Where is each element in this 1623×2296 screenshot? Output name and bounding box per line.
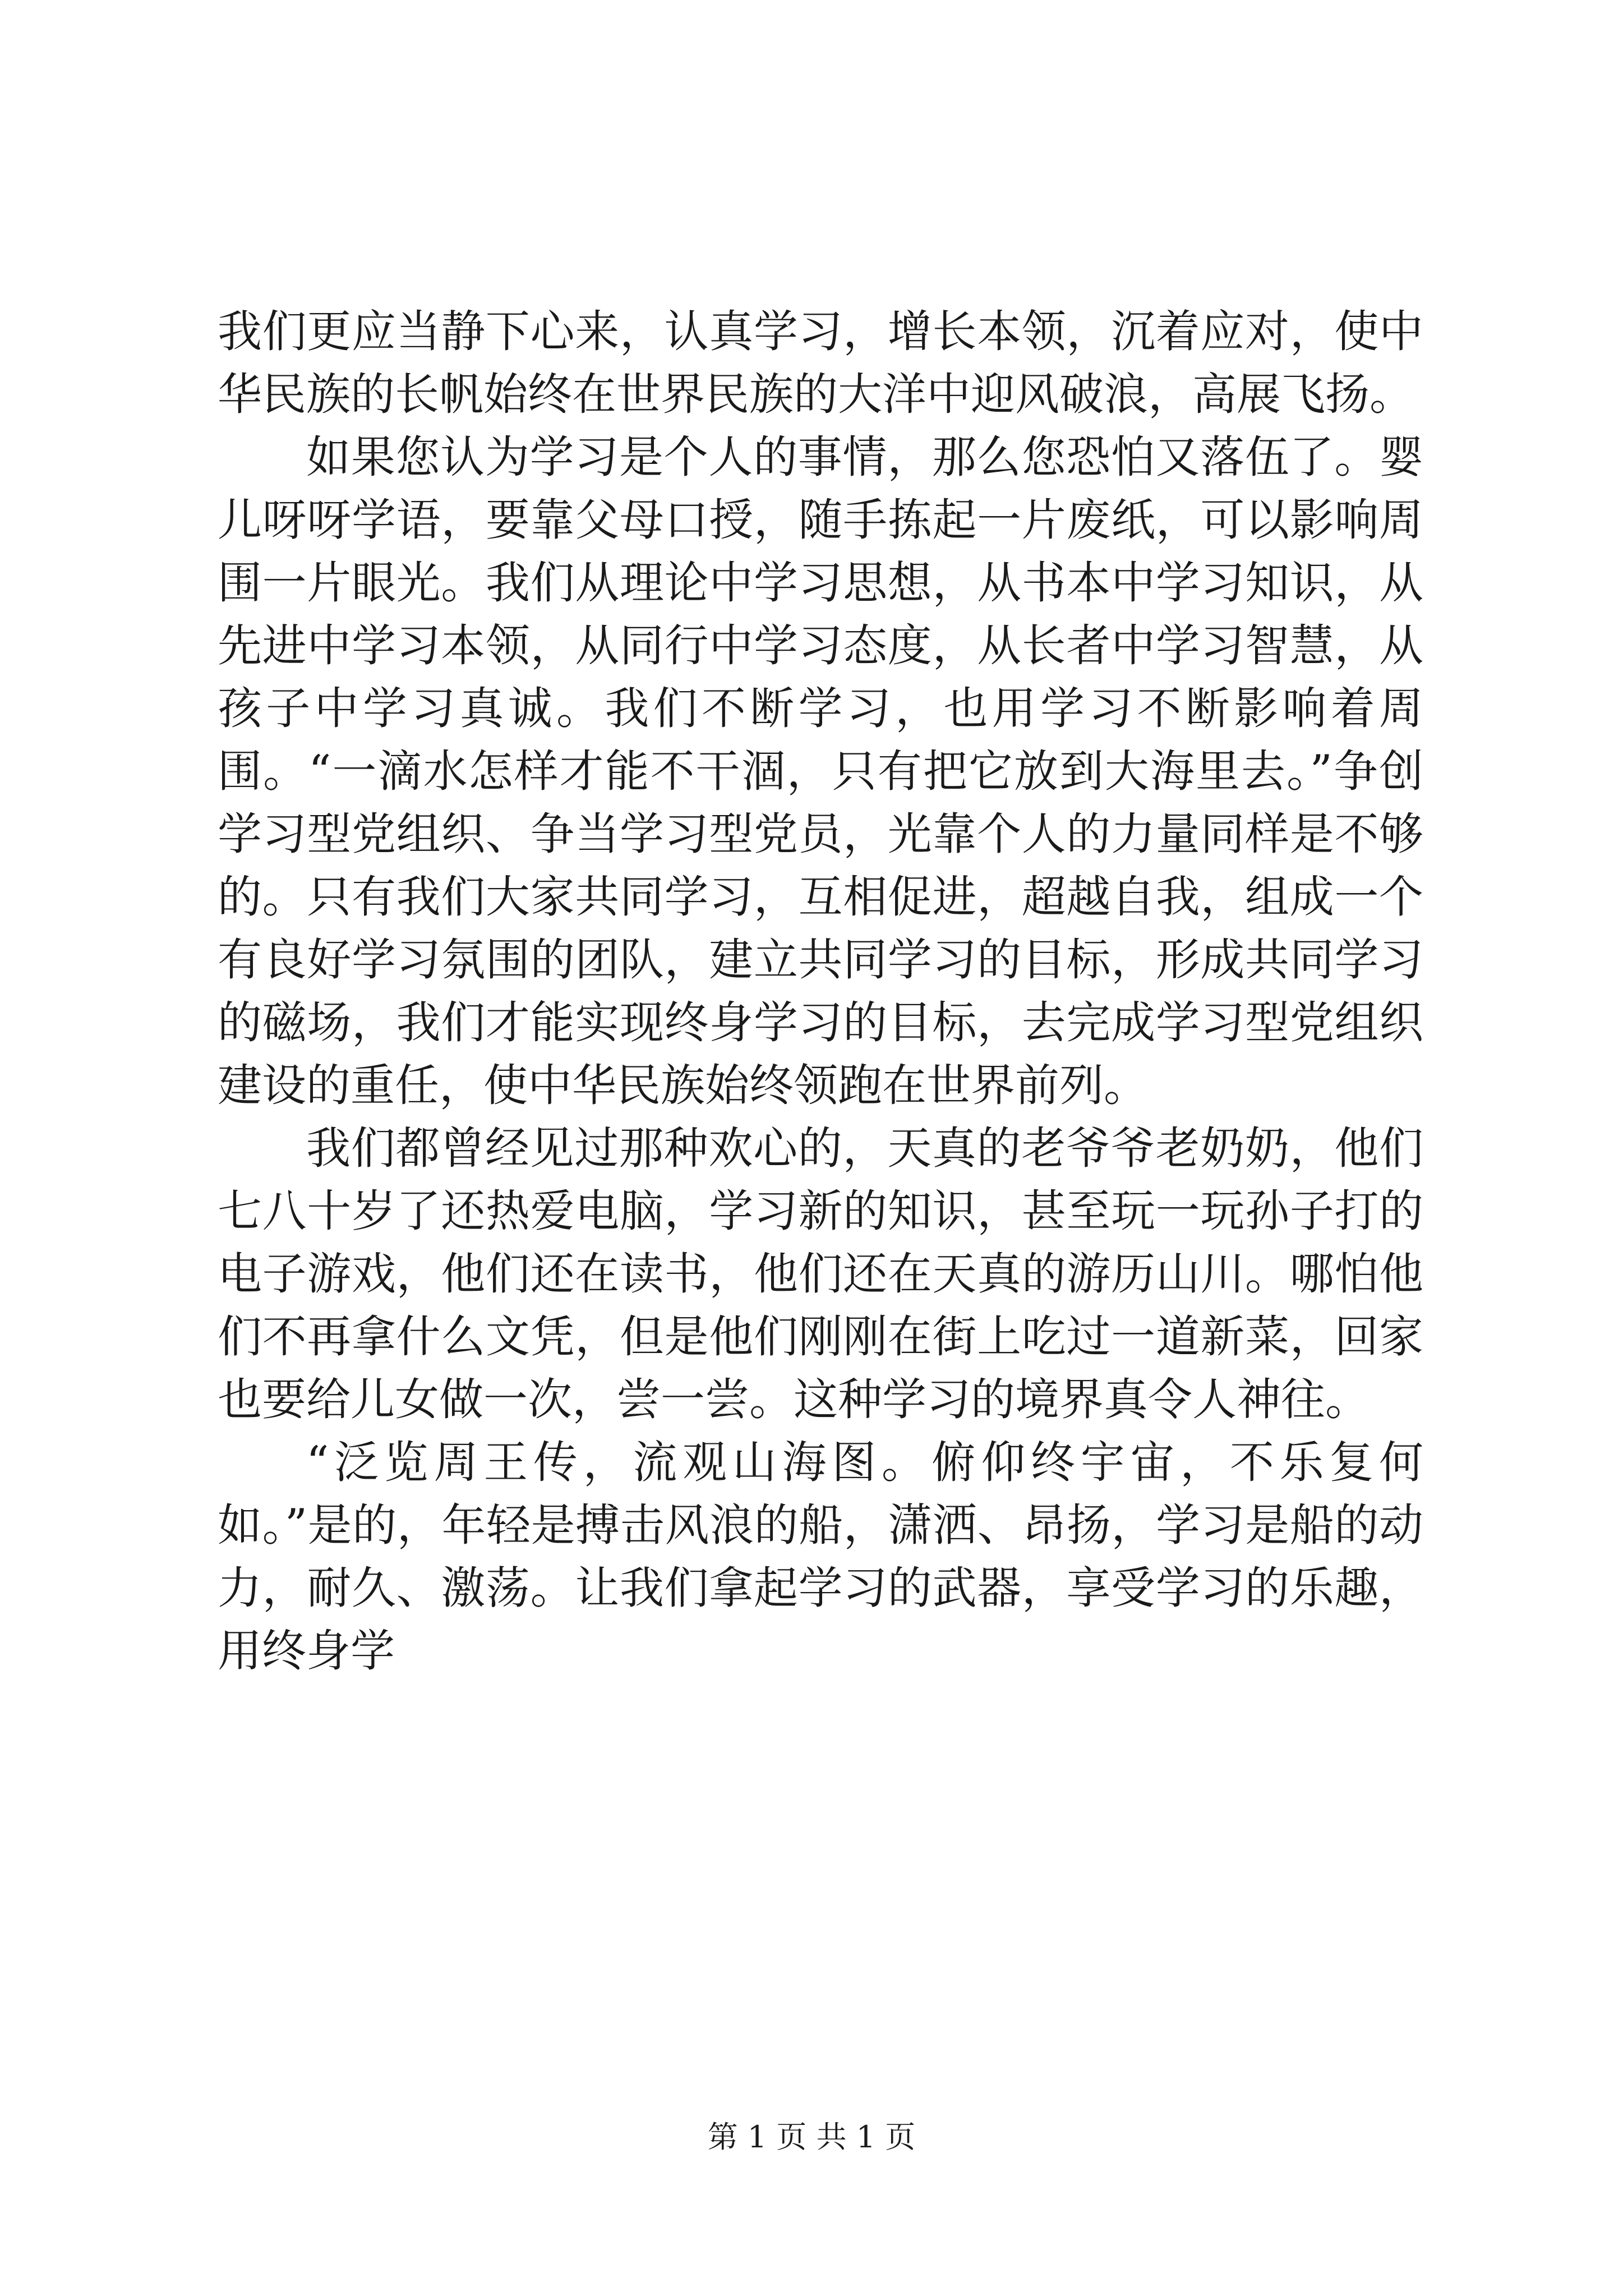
document-body	[218, 300, 1423, 1682]
paragraph-3: 我们都曾经见过那种欢心的，天真的老爷爷老奶奶，他们七八十岁了还热爱电脑，学习新的知识，甚至玩一玩孙子打的电子游戏，他们还在读书，他们还在天真的游历山川。哪怕他们不再拿什么文凭，但是他们刚刚在街上吃过一道新菜，回家也要给儿女做一次，尝一尝。这种学习的境界真令人神往。	[218, 1122, 1423, 1425]
paragraph-2: 如果您认为学习是个人的事情，那么您恐怕又落伍了。婴儿呀呀学语，要靠父母口授，随手拣起一片废纸，可以影响周围一片眼光。我们从理论中学习思想，从书本中学习知识，从先进中学习本领，从同行中学习态度，从长者中学习智慧，从孩子中学习真诚。我们不断学习，也用学习不断影响着周围。“一滴水怎样才能不干涸，只有把它放到大海里去。”争创学习型党组织、争当学习型党员，光靠个人的力量同样是不够的。只有我们大家共同学习，互相促进，超越自我，组成一个有良好学习氛围的团队，建立共同学习的目标，形成共同学习的磁场，我们才能实现终身学习的目标，去完成学习型党组织建设的重任，使中华民族始终领跑在世界前列。	[218, 431, 1423, 1111]
paragraph-1: 我们更应当静下心来，认真学习，增长本领，沉着应对，使中华民族的长帆始终在世界民族的大洋中迎风破浪，高展飞扬。	[218, 306, 1423, 420]
paragraph-4: “泛览周王传，流观山海图。俯仰终宇宙，不乐复何如。”是的，年轻是搏击风浪的船，潇洒、昂扬，学习是船的动力，耐久、激荡。让我们拿起学习的武器，享受学习的乐趣，用终身学	[218, 1437, 1423, 1677]
page-footer: 第 1 页 共 1 页	[707, 2119, 916, 2155]
